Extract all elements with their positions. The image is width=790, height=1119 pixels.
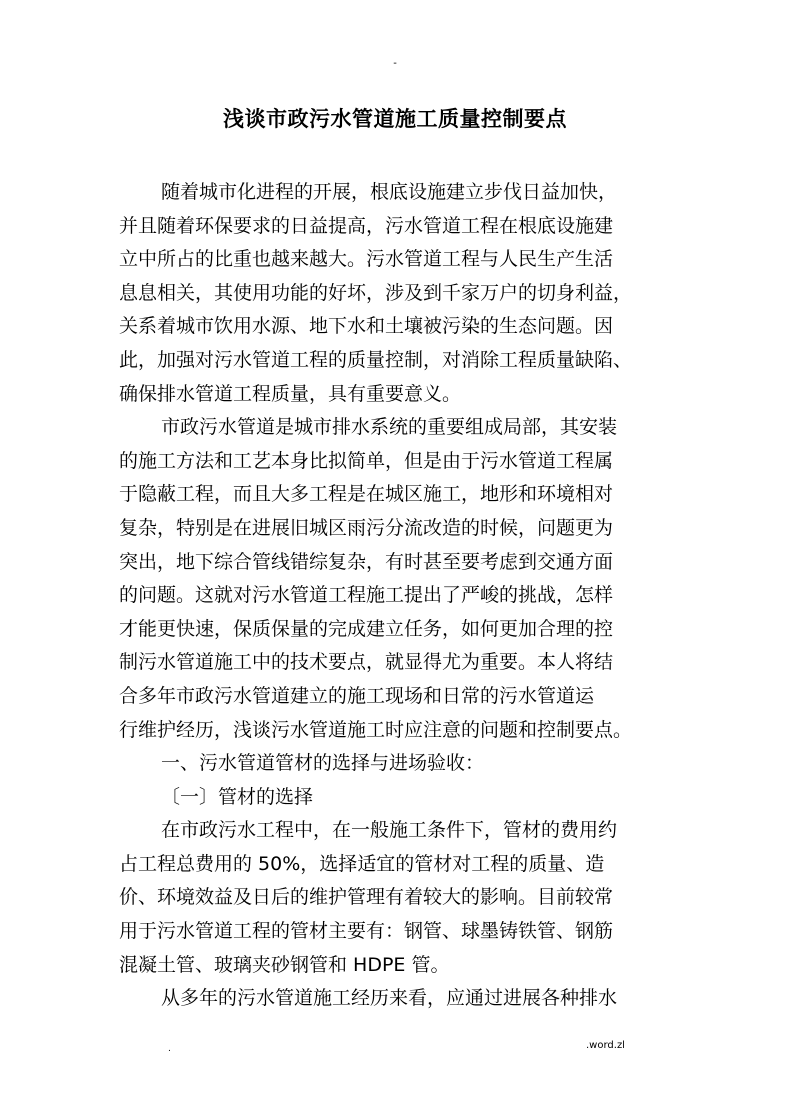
text-line: 从多年的污水管道施工经历来看，应通过进展各种排水 — [161, 987, 618, 1010]
text-line: 才能更快速，保质保量的完成建立任务，如何更加合理的控 — [119, 617, 614, 640]
text-line: 关系着城市饮用水源、地下水和土壤被污染的生态问题。因 — [119, 315, 614, 338]
footer-text: .word.zl — [586, 1040, 625, 1051]
text-line: 此，加强对污水管道工程的质量控制，对消除工程质量缺陷、 — [119, 348, 633, 371]
footer-dot: . — [168, 1044, 171, 1054]
text-line: 复杂，特别是在进展旧城区雨污分流改造的时候，问题更为 — [119, 516, 614, 539]
text-line: 突出，地下综合管线错综复杂，有时甚至要考虑到交通方面 — [119, 550, 614, 573]
text-line: 确保排水管道工程质量，具有重要意义。 — [119, 382, 462, 405]
text-line: 价、环境效益及日后的维护管理有着较大的影响。目前较常 — [119, 886, 614, 909]
text-line: 息息相关，其使用功能的好坏，涉及到千家万户的切身利益， — [119, 281, 633, 304]
document-title: 浅谈市政污水管道施工质量控制要点 — [223, 107, 567, 131]
text-line: 制污水管道施工中的技术要点，就显得尤为重要。本人将结 — [119, 651, 614, 674]
text-line: 的施工方法和工艺本身比拟简单，但是由于污水管道工程属 — [119, 449, 614, 472]
text-line: 混凝土管、玻璃夹砂钢管和 HDPE 管。 — [119, 953, 450, 976]
document-body — [119, 176, 679, 1016]
text-line: 在市政污水工程中，在一般施工条件下，管材的费用约 — [161, 819, 618, 842]
text-line: 占工程总费用的 50%，选择适宜的管材对工程的质量、造 — [119, 852, 605, 875]
text-line: 随着城市化进程的开展，根底设施建立步伐日益加快， — [161, 181, 618, 203]
text-line: 〔一〕管材的选择 — [161, 785, 314, 808]
text-line: 一、污水管道管材的选择与进场验收： — [161, 752, 485, 775]
text-line: 立中所占的比重也越来越大。污水管道工程与人民生产生活 — [119, 248, 614, 271]
text-line: 于隐蔽工程，而且大多工程是在城区施工，地形和环境相对 — [119, 483, 614, 506]
text-line: 合多年市政污水管道建立的施工现场和日常的污水管道运 — [119, 684, 595, 707]
header-mark: - — [393, 58, 397, 69]
text-line: 并且随着环保要求的日益提高，污水管道工程在根底设施建 — [119, 214, 614, 237]
text-line: 的问题。这就对污水管道工程施工提出了严峻的挑战，怎样 — [119, 584, 614, 607]
text-line: 用于污水管道工程的管材主要有：钢管、球墨铸铁管、钢筋 — [119, 920, 614, 943]
text-line: 市政污水管道是城市排水系统的重要组成局部，其安装 — [161, 416, 618, 439]
text-line: 行维护经历，浅谈污水管道施工时应注意的问题和控制要点。 — [119, 718, 633, 741]
